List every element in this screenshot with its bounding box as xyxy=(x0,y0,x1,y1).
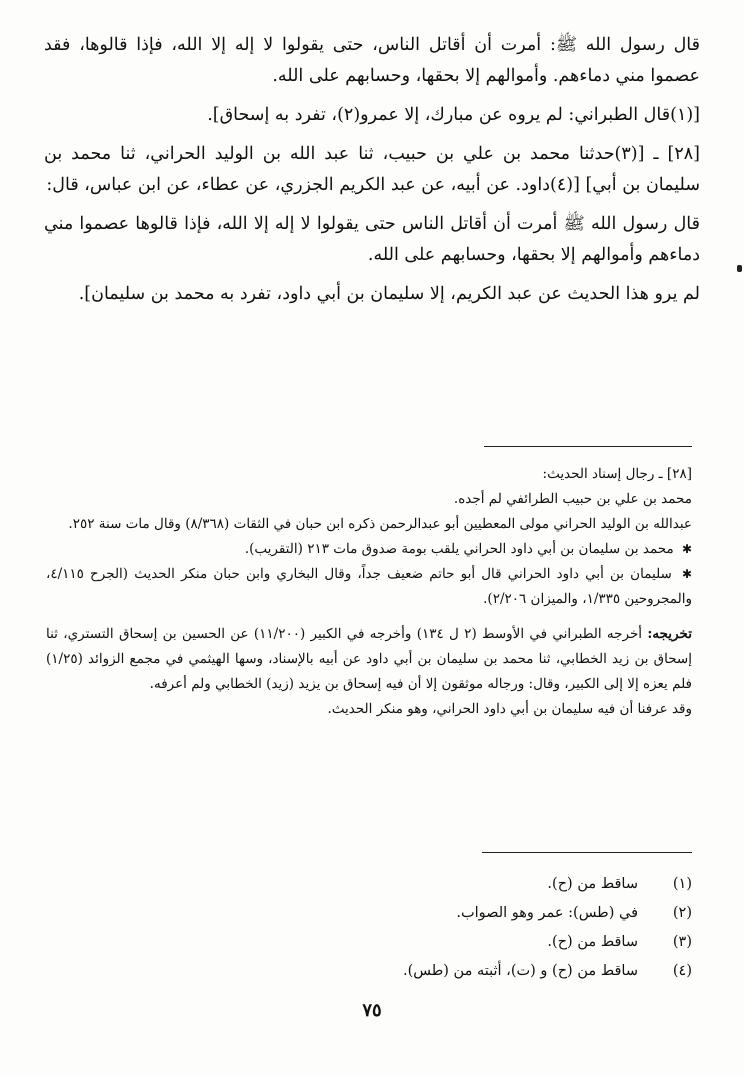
hadith-paragraph-1: قال رسول الله ﷺ: أمرت أن أقاتل الناس، حتى يقولوا لا إله إلا الله، فإذا قالوها، فقد عصموا مني دماءهم. وأموالهم إلا بحقها، وحسابهم على الله. xyxy=(44,35,700,86)
footnote-text: ساقط من (ح). xyxy=(547,934,638,950)
footnote-item xyxy=(92,957,692,986)
asterisk-icon: ✱ xyxy=(681,542,692,556)
narrator-note-1: محمد بن علي بن حبيب الطرائفي لم أجده. xyxy=(453,491,692,507)
footnotes xyxy=(92,870,692,986)
footnote-number: (٣) xyxy=(672,934,692,950)
footnote-text: ساقط من (ح) و (ت)، أثبته من (طس). xyxy=(403,963,638,979)
footnote-number: (٢) xyxy=(672,905,692,921)
hadith-28-remark: لم يرو هذا الحديث عن عبد الكريم، إلا سليمان بن أبي داود، تفرد به محمد بن سليمان]. xyxy=(78,284,700,304)
footnotes-divider xyxy=(482,852,692,853)
footnote-text: في (طس): عمر وهو الصواب. xyxy=(456,905,638,921)
tabarani-remark: [(١)قال الطبراني: لم يروه عن مبارك، إلا عمرو(٢)، تفرد به إسحاق]. xyxy=(207,105,700,125)
commentary-notes xyxy=(46,462,692,722)
footnote-number: (١) xyxy=(672,876,692,892)
narrator-note-3-text: محمد بن سليمان بن أبي داود الحراني يلقب بومة صدوق مات ٢١٣ (التقريب). xyxy=(244,541,674,557)
narrator-note-4-text: سليمان بن أبي داود الحراني قال أبو حاتم ضعيف جداً، وقال البخاري وابن حبان منكر الحديث (الجرح ٤/١١٥، والمجروحين ١/٣٣٥، والميزان ٢/٢٠٦). xyxy=(46,566,692,607)
footnote-item xyxy=(92,928,692,957)
closing-note: وقد عرفنا أن فيه سليمان بن أبي داود الحراني، وهو منكر الحديث. xyxy=(327,701,692,717)
page-number: ٧٥ xyxy=(362,1000,382,1021)
scan-edge-mark xyxy=(737,265,742,272)
footnote-text: ساقط من (ح). xyxy=(547,876,638,892)
footnote-number: (٤) xyxy=(672,963,692,979)
takhrij-paragraph xyxy=(46,622,692,697)
main-text xyxy=(44,30,700,318)
notes-heading: [٢٨] ـ رجال إسناد الحديث: xyxy=(542,466,692,482)
narrator-note-4 xyxy=(46,562,692,612)
hadith-28-matn: قال رسول الله ﷺ أمرت أن أقاتل الناس حتى يقولوا لا إله إلا الله، فإذا قالوها عصموا مني دماءهم وأموالهم إلا بحقها، وحسابهم على الله. xyxy=(44,214,700,265)
asterisk-icon: ✱ xyxy=(681,567,692,581)
footnote-item xyxy=(92,870,692,899)
narrator-note-2: عبدالله بن الوليد الحراني مولى المعطيين أبو عبدالرحمن ذكره ابن حبان في الثقات (٨/٣٦٨) وقال مات سنة ٢٥٢. xyxy=(68,516,692,532)
takhrij-text: أخرجه الطبراني في الأوسط (٢ ل ١٣٤) وأخرجه في الكبير (١١/٢٠٠) عن الحسين بن إسحاق التستري، ثنا إسحاق بن زيد الخطابي، ثنا محمد بن سليمان بن أبي داود عن أبيه بالإسناد، وسها الهيثمي في مجمع الزوائد (١/٢٥) فلم يعزه إلا إلى الكبير، وقال: ورجاله موثقون إلا أن فيه إسحاق بن يزيد (زيد) الخطابي ولم أعرفه. xyxy=(46,626,692,692)
footnote-item xyxy=(92,899,692,928)
narrator-note-3 xyxy=(46,537,692,562)
takhrij-heading: تخريجه: xyxy=(647,626,692,642)
hadith-28-isnad: [٢٨] ـ [(٣)حدثنا محمد بن علي بن حبيب، ثنا عبد الله بن الوليد الحراني، ثنا محمد بن سليمان بن أبي] [(٤)داود. عن أبيه، عن عبد الكريم الجزري، عن عطاء، عن ابن عباس، قال: xyxy=(44,144,700,195)
notes-divider xyxy=(484,446,692,447)
